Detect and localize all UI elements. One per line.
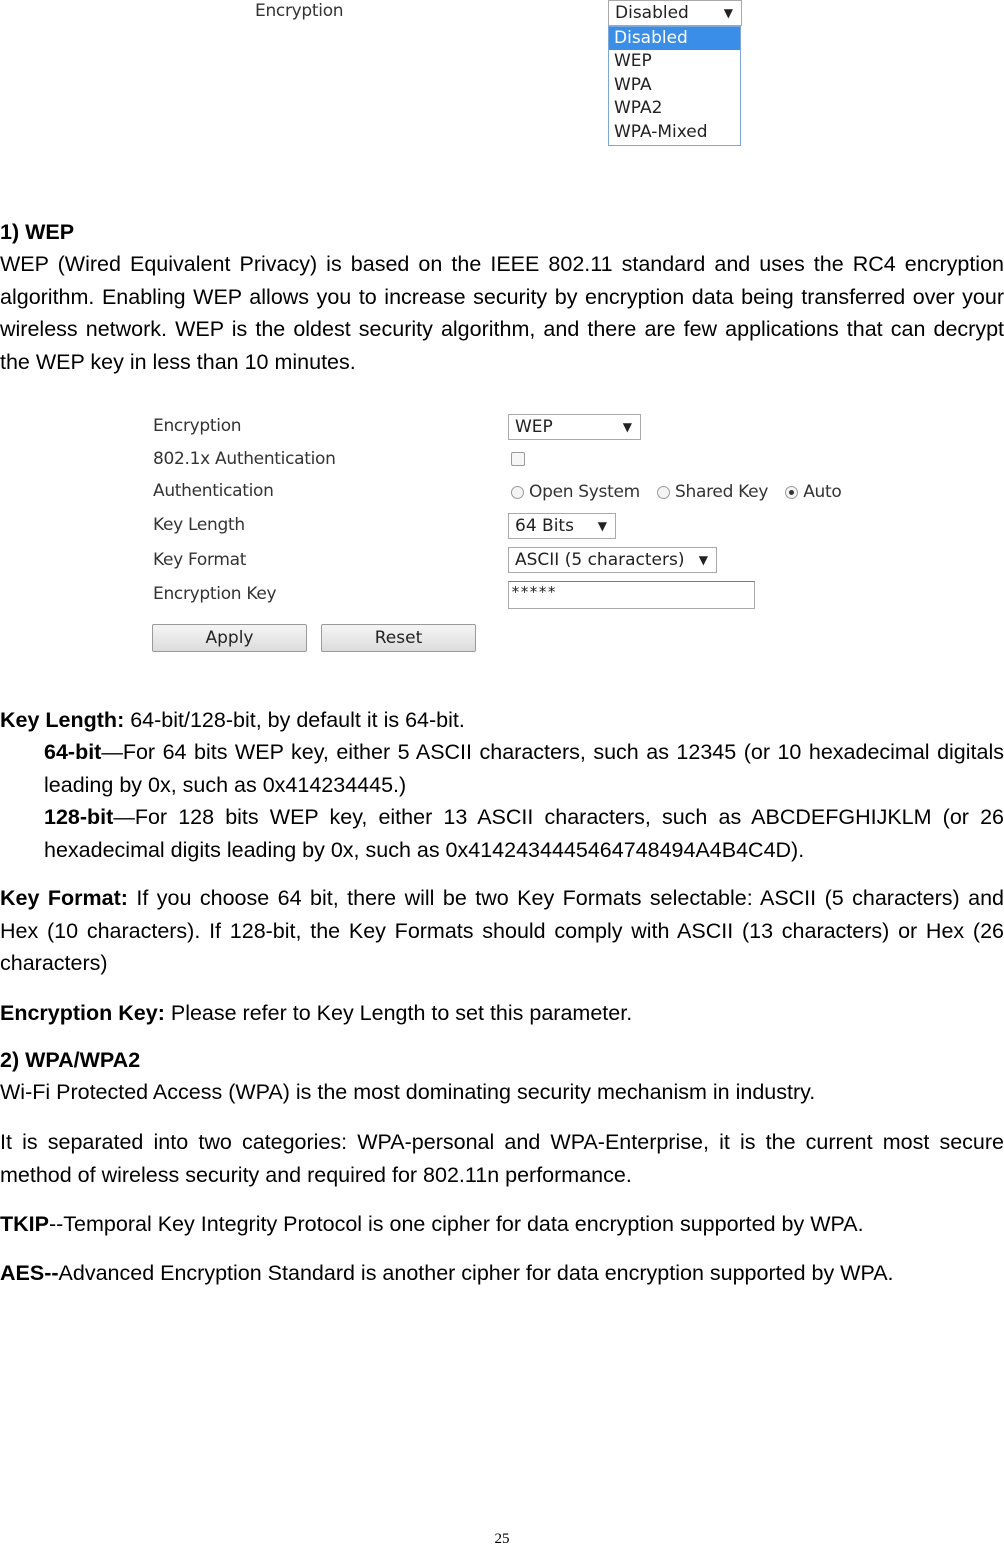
key-length-value: 64 Bits	[515, 516, 574, 536]
bit128-term: 128-bit	[44, 805, 114, 829]
encryption-select[interactable]	[508, 414, 641, 440]
form-label-encryption: Encryption	[153, 416, 242, 436]
form-label-encryption-key: Encryption Key	[153, 584, 277, 604]
chevron-down-icon: ▼	[622, 420, 632, 434]
bit64-desc: —For 64 bits WEP key, either 5 ASCII characters, such as 12345 (or 10 hexadecimal digitals leading by 0x, such as 0x414234445.)	[44, 740, 1004, 797]
bit64-term: 64-bit	[44, 740, 102, 764]
reset-button[interactable]: Reset	[321, 624, 476, 652]
apply-button[interactable]: Apply	[152, 624, 307, 652]
form-label-key-length: Key Length	[153, 515, 245, 535]
encryption-key-paragraph	[0, 997, 1004, 1030]
dropdown-encryption-label: Encryption	[255, 1, 344, 21]
tkip-term: TKIP	[0, 1212, 49, 1236]
key-format-term: Key Format:	[0, 886, 128, 910]
wpa-heading: 2) WPA/WPA2	[0, 1048, 141, 1072]
dropdown-option-wep[interactable]: WEP	[614, 51, 652, 71]
dropdown-option-wpa-mixed[interactable]: WPA-Mixed	[614, 121, 708, 142]
encryption-select-open[interactable]	[608, 0, 742, 26]
key-format-value: ASCII (5 characters)	[515, 550, 685, 570]
bit128-paragraph	[44, 801, 1004, 866]
chevron-down-icon: ▼	[698, 553, 708, 567]
key-format-desc: If you choose 64 bit, there will be two Key Formats selectable: ASCII (5 characters) and Hex (10 characters). If 128-bit, the Key Formats should comply with ASCII (13 characters) or Hex (26 characters)	[0, 886, 1004, 975]
aes-desc: Advanced Encryption Standard is another cipher for data encryption supported by WPA.	[58, 1261, 894, 1285]
radio-auto[interactable]	[785, 482, 841, 502]
tkip-paragraph	[0, 1208, 1004, 1241]
dropdown-option-wpa2[interactable]: WPA2	[614, 98, 663, 118]
radio-open-system[interactable]	[511, 482, 640, 502]
bit64-paragraph	[44, 736, 1004, 801]
dropdown-option-disabled[interactable]: Disabled	[609, 27, 740, 50]
radio-label: Auto	[803, 482, 842, 502]
page-number: 25	[494, 1531, 510, 1547]
radio-label: Shared Key	[675, 482, 769, 502]
key-length-term: Key Length:	[0, 708, 125, 732]
8021x-checkbox[interactable]	[511, 452, 525, 466]
encryption-key-term: Encryption Key:	[0, 1001, 165, 1025]
radio-label: Open System	[529, 482, 640, 502]
wep-heading: 1) WEP	[0, 220, 75, 244]
key-format-paragraph	[0, 882, 1004, 980]
form-label-8021x: 802.1x Authentication	[153, 449, 336, 469]
aes-term: AES--	[0, 1261, 59, 1285]
wpa-body-2: It is separated into two categories: WPA-personal and WPA-Enterprise, it is the current most secure method of wireless security and required for 802.11n performance.	[0, 1130, 1004, 1187]
encryption-select-value: WEP	[515, 417, 553, 437]
bit128-desc: —For 128 bits WEP key, either 13 ASCII characters, such as ABCDEFGHIJKLM (or 26 hexadecimal digits leading by 0x, such as 0x4142434445464748494A4B4C4D).	[44, 805, 1004, 862]
radio-icon	[657, 486, 670, 499]
encryption-key-input[interactable]: *****	[508, 581, 755, 609]
radio-selected-icon	[785, 486, 798, 499]
form-label-key-format: Key Format	[153, 550, 247, 570]
radio-shared-key[interactable]	[657, 482, 768, 502]
key-format-select[interactable]	[508, 547, 717, 573]
form-label-authentication: Authentication	[153, 481, 274, 501]
encryption-select-value: Disabled	[615, 3, 689, 23]
key-length-desc: 64-bit/128-bit, by default it is 64-bit.	[124, 708, 465, 732]
aes-paragraph	[0, 1257, 1004, 1290]
key-length-paragraph	[0, 704, 1004, 737]
encryption-dropdown-list	[608, 26, 741, 146]
tkip-desc: --Temporal Key Integrity Protocol is one cipher for data encryption supported by WPA.	[48, 1212, 864, 1236]
wpa-body-1: Wi-Fi Protected Access (WPA) is the most dominating security mechanism in industry.	[0, 1080, 816, 1104]
chevron-down-icon: ▼	[723, 6, 733, 20]
chevron-down-icon: ▼	[597, 519, 607, 533]
encryption-key-desc: Please refer to Key Length to set this parameter.	[164, 1001, 633, 1025]
authentication-radio-group	[511, 482, 841, 502]
wep-body: WEP (Wired Equivalent Privacy) is based on the IEEE 802.11 standard and uses the RC4 encryption algorithm. Enabling WEP allows you to increase security by encryption data being transferred over your wireless network. WEP is the oldest security algorithm, and there are few applications that can decrypt the WEP key in less than 10 minutes.	[0, 252, 1004, 374]
dropdown-option-wpa[interactable]: WPA	[614, 74, 652, 95]
radio-icon	[511, 486, 524, 499]
key-length-select[interactable]	[508, 513, 616, 539]
